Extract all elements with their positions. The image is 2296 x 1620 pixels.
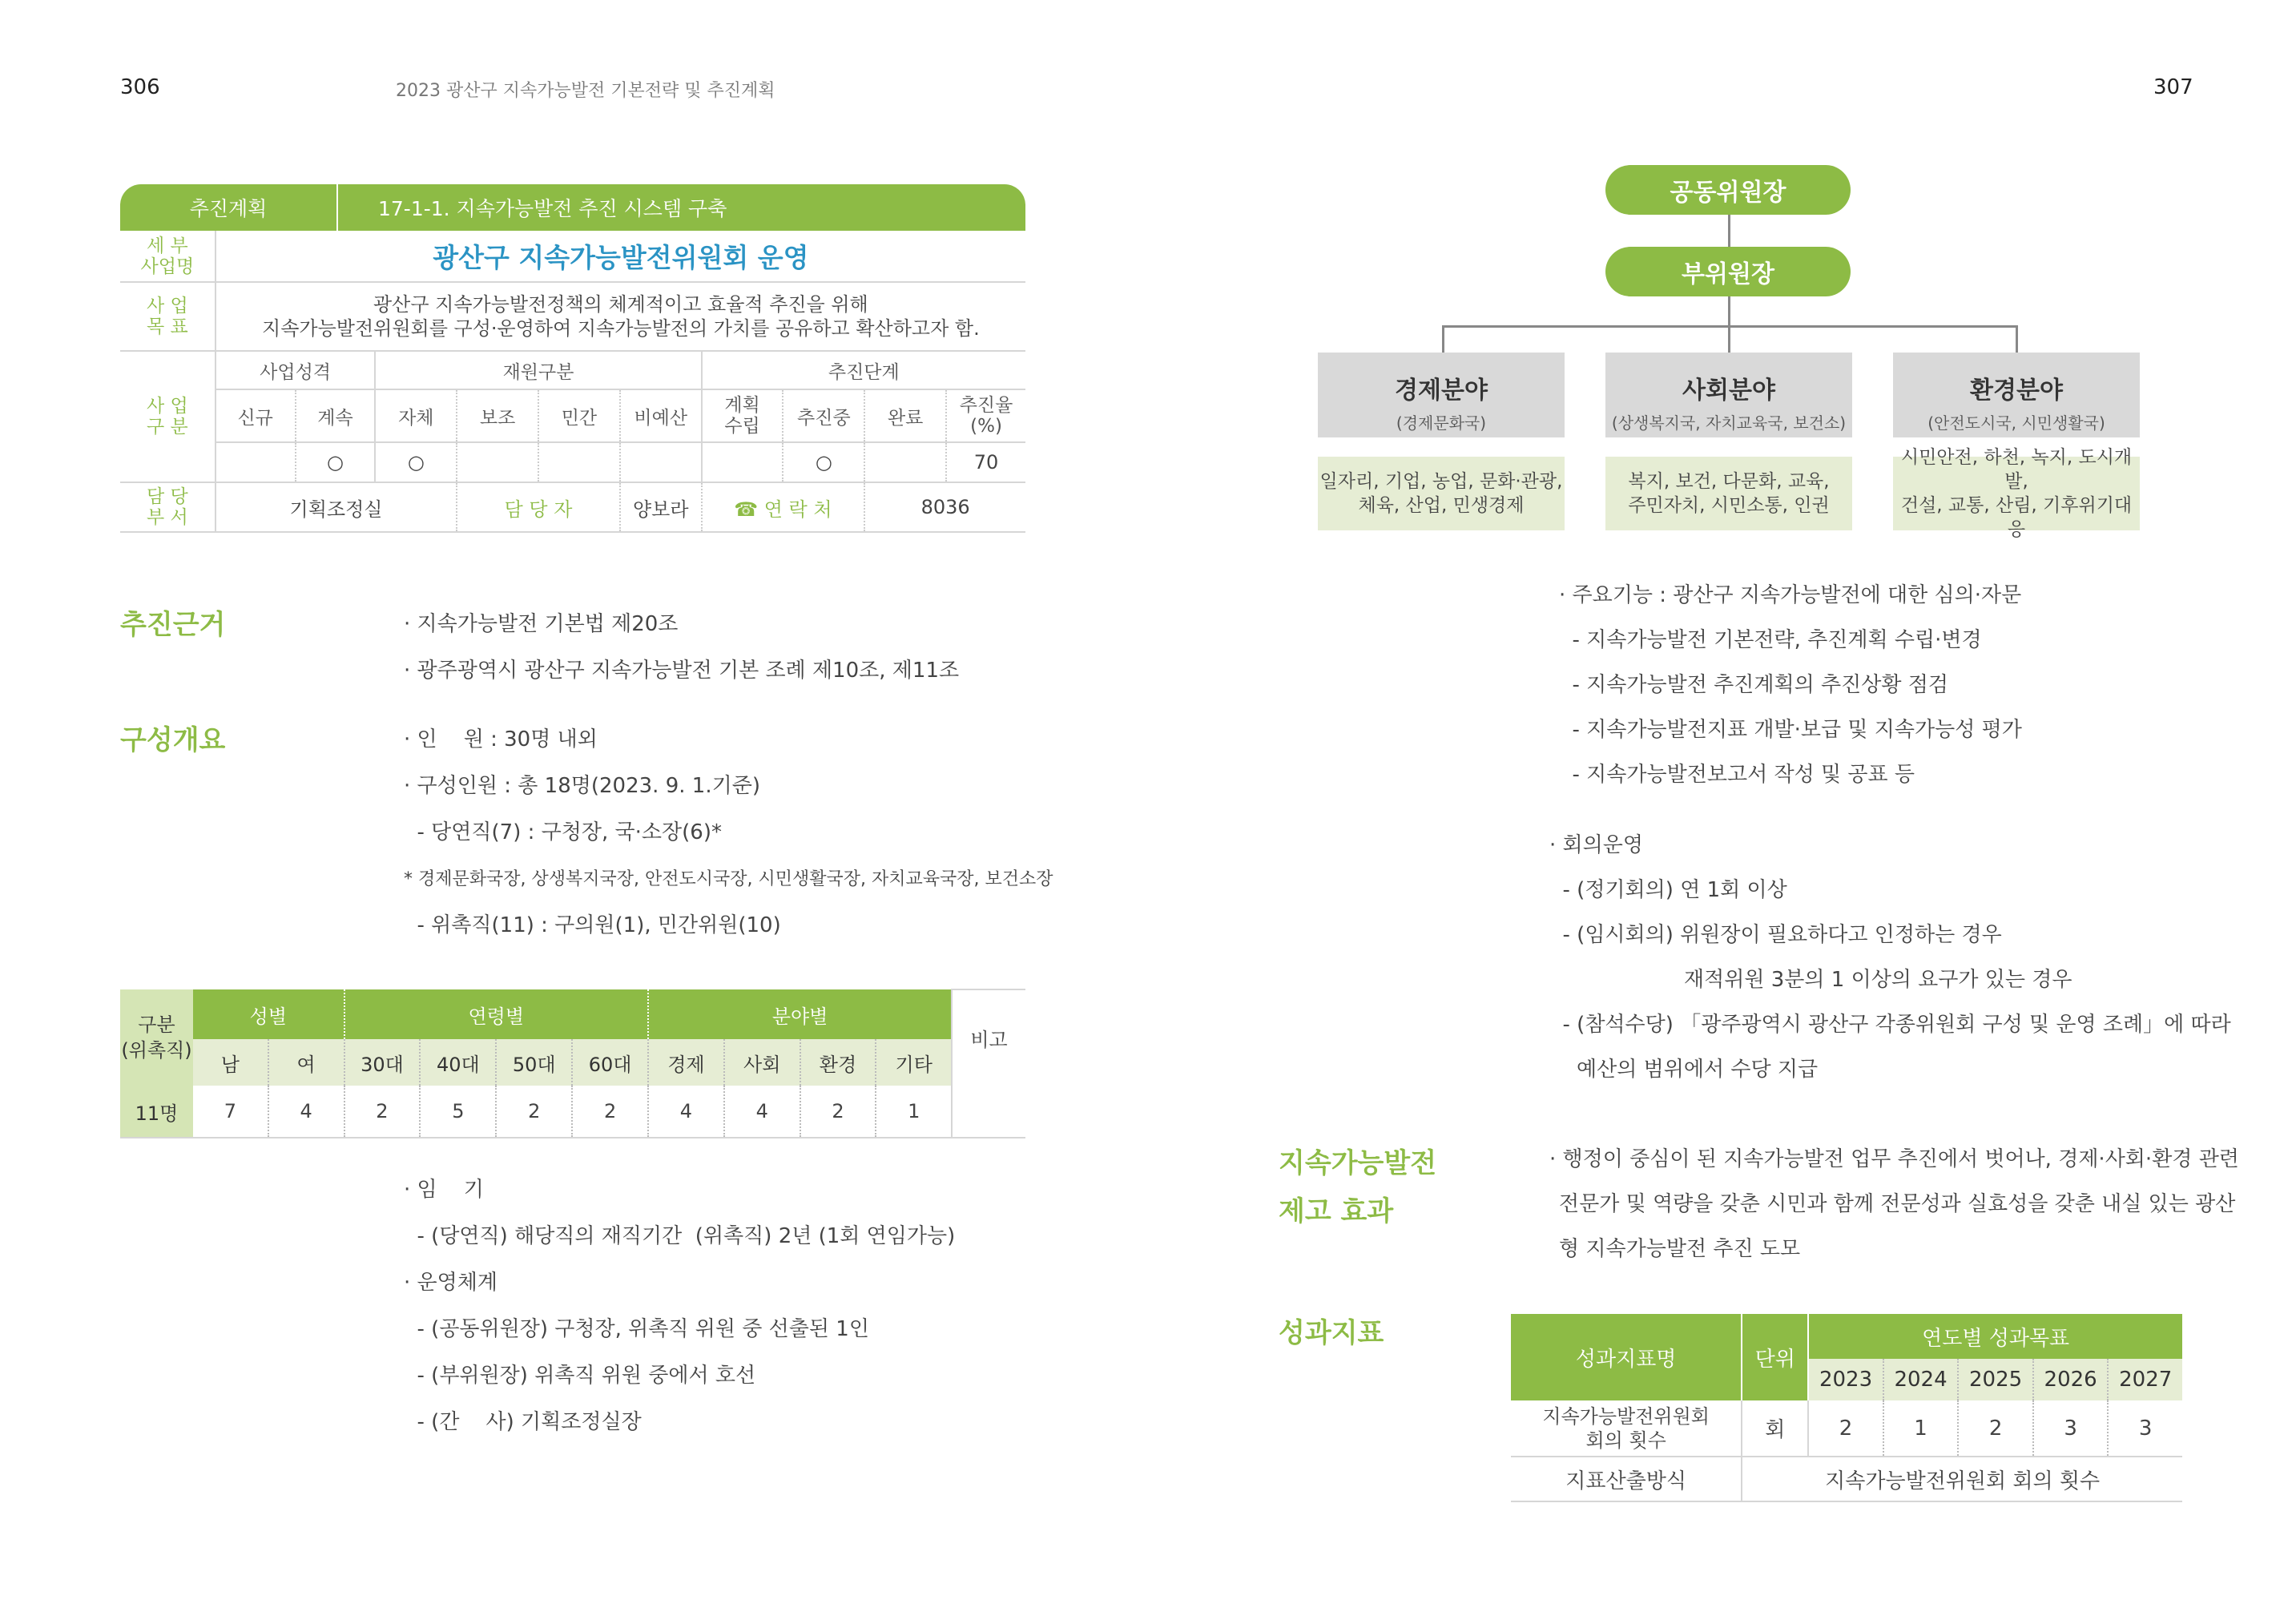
meeting-item-2: - (정기회의) 연 1회 이상 bbox=[1549, 878, 1787, 902]
effect-heading-1: 지속가능발전 bbox=[1279, 1147, 1437, 1179]
comp-col-50s: 50대 bbox=[496, 1039, 572, 1086]
basis-item-2: · 광주광역시 광산구 지속가능발전 기본 조례 제10조, 제11조 bbox=[404, 659, 960, 683]
plan-table bbox=[120, 231, 1025, 533]
org-desc-environment bbox=[1893, 447, 2140, 540]
comp-val-30s: 2 bbox=[344, 1086, 421, 1138]
mark-continue: ○ bbox=[296, 442, 376, 482]
overview-item-1: · 인 원 : 30명 내외 bbox=[404, 727, 598, 752]
contact-label: ☎ 연 락 처 bbox=[702, 482, 865, 532]
kpi-unit: 회 bbox=[1742, 1400, 1808, 1457]
org-vice-chair: 부위원장 bbox=[1605, 247, 1851, 296]
overview-heading: 구성개요 bbox=[120, 724, 226, 756]
overview-item-3: - 당연직(7) : 구청장, 국·소장(6)* bbox=[404, 820, 722, 844]
kpi-method-label: 지표산출방식 bbox=[1511, 1457, 1742, 1501]
function-item-4: - 지속가능발전지표 개발·보급 및 지속가능성 평가 bbox=[1559, 718, 2022, 742]
effect-line-2: 전문가 및 역량을 갖춘 시민과 함께 전문성과 실효성을 갖춘 내실 있는 광산 bbox=[1559, 1192, 2236, 1216]
kpi-year-2026: 2026 bbox=[2033, 1359, 2109, 1400]
class-label: 사 업 구 분 bbox=[120, 351, 216, 482]
comp-val-environment: 2 bbox=[800, 1086, 876, 1138]
mark-private bbox=[538, 442, 620, 482]
meeting-item-5: - (참석수당) 「광주광역시 광산구 각종위원회 구성 및 운영 조례」에 따라 bbox=[1549, 1013, 2231, 1037]
overview-item-2: · 구성인원 : 총 18명(2023. 9. 1.기준) bbox=[404, 774, 760, 798]
goal-line-2: 지속가능발전위원회를 구성·운영하여 지속가능발전의 가치를 공유하고 확산하고자 함. bbox=[262, 317, 980, 340]
kpi-unit-header: 단위 bbox=[1742, 1314, 1808, 1400]
org-connector-left bbox=[1442, 325, 1444, 353]
kpi-value-2023: 2 bbox=[1808, 1400, 1883, 1457]
kpi-value-2027: 3 bbox=[2108, 1400, 2182, 1457]
composition-table bbox=[120, 989, 1025, 1138]
org-connector-mid bbox=[1728, 325, 1730, 353]
col-complete: 완료 bbox=[864, 389, 946, 442]
mark-own: ○ bbox=[375, 442, 457, 482]
kpi-year-2027: 2027 bbox=[2108, 1359, 2182, 1400]
running-title: 2023 광산구 지속가능발전 기본전략 및 추진계획 bbox=[396, 81, 775, 101]
mark-progress: ○ bbox=[783, 442, 864, 482]
kpi-target-header: 연도별 성과목표 bbox=[1808, 1314, 2182, 1359]
person-value: 양보라 bbox=[620, 482, 702, 532]
org-field-economy bbox=[1318, 353, 1565, 437]
comp-val-society: 4 bbox=[724, 1086, 800, 1138]
org-desc-society-line-2: 주민자치, 시민소통, 인권 bbox=[1628, 495, 1830, 516]
mark-complete bbox=[864, 442, 946, 482]
dept-value: 기획조정실 bbox=[216, 482, 457, 532]
org-connector-2 bbox=[1728, 296, 1730, 327]
comp-remark: 비고 bbox=[952, 989, 1025, 1086]
comp-group-gender: 성별 bbox=[193, 989, 344, 1039]
function-item-3: - 지속가능발전 추진계획의 추진상황 점검 bbox=[1559, 673, 1948, 697]
org-desc-environment-line-2: 건설, 교통, 산림, 기후위기대응 bbox=[1900, 495, 2133, 540]
org-desc-society bbox=[1605, 457, 1852, 530]
comp-label: 구분 (위촉직) bbox=[120, 989, 193, 1086]
dept-label: 담 당 부 서 bbox=[120, 482, 216, 532]
goal-text bbox=[216, 282, 1025, 351]
comp-val-other: 1 bbox=[876, 1086, 952, 1138]
comp-col-female: 여 bbox=[268, 1039, 344, 1086]
term-item-2: - (당연직) 해당직의 재직기간 (위촉직) 2년 (1회 연임가능) bbox=[404, 1224, 956, 1248]
org-field-society bbox=[1605, 353, 1852, 437]
comp-col-40s: 40대 bbox=[420, 1039, 496, 1086]
comp-col-male: 남 bbox=[193, 1039, 268, 1086]
sub-project-title: 광산구 지속가능발전위원회 운영 bbox=[216, 231, 1025, 282]
comp-col-60s: 60대 bbox=[572, 1039, 648, 1086]
sub-project-label: 세 부 사업명 bbox=[120, 231, 216, 282]
person-label: 담 당 자 bbox=[457, 482, 620, 532]
basis-item-1: · 지속가능발전 기본법 제20조 bbox=[404, 612, 679, 636]
comp-col-other: 기타 bbox=[876, 1039, 952, 1086]
org-field-society-title: 사회분야 bbox=[1682, 377, 1775, 405]
col-continue: 계속 bbox=[296, 389, 376, 442]
col-own: 자체 bbox=[375, 389, 457, 442]
group-nature: 사업성격 bbox=[216, 351, 376, 389]
org-field-environment-sub: (안전도시국, 시민생활국) bbox=[1927, 413, 2105, 433]
org-desc-society-line-1: 복지, 보건, 다문화, 교육, bbox=[1628, 471, 1830, 492]
group-finance: 재원구분 bbox=[375, 351, 701, 389]
comp-val-50s: 2 bbox=[496, 1086, 572, 1138]
mark-nonbudget bbox=[620, 442, 702, 482]
org-field-economy-title: 경제분야 bbox=[1395, 377, 1488, 405]
term-item-3: · 운영체계 bbox=[404, 1271, 497, 1295]
comp-total: 11명 bbox=[120, 1086, 193, 1138]
comp-group-age: 연령별 bbox=[344, 989, 649, 1039]
comp-col-economy: 경제 bbox=[648, 1039, 724, 1086]
meeting-item-4: 재적위원 3분의 1 이상의 요구가 있는 경우 bbox=[1684, 968, 2072, 992]
kpi-year-2025: 2025 bbox=[1958, 1359, 2033, 1400]
col-subsidy: 보조 bbox=[457, 389, 538, 442]
col-private: 민간 bbox=[538, 389, 620, 442]
plan-header-bar bbox=[120, 184, 1025, 231]
function-item-2: - 지속가능발전 기본전략, 추진계획 수립·변경 bbox=[1559, 628, 1982, 652]
org-field-environment bbox=[1893, 353, 2140, 437]
right-page-number: 307 bbox=[2153, 75, 2193, 99]
kpi-heading: 성과지표 bbox=[1279, 1317, 1384, 1349]
col-rate: 추진율 (%) bbox=[946, 389, 1025, 442]
comp-val-economy: 4 bbox=[648, 1086, 724, 1138]
kpi-name-header: 성과지표명 bbox=[1511, 1314, 1742, 1400]
effect-heading-2: 제고 효과 bbox=[1279, 1195, 1394, 1227]
kpi-value-2024: 1 bbox=[1883, 1400, 1959, 1457]
effect-line-1: · 행정이 중심이 된 지속가능발전 업무 추진에서 벗어나, 경제·사회·환경 관련 bbox=[1549, 1147, 2239, 1171]
term-item-4: - (공동위원장) 구청장, 위촉직 위원 중 선출된 1인 bbox=[404, 1317, 869, 1341]
mark-plan bbox=[702, 442, 783, 482]
comp-col-environment: 환경 bbox=[800, 1039, 876, 1086]
kpi-value-2025: 2 bbox=[1958, 1400, 2033, 1457]
mark-subsidy bbox=[457, 442, 538, 482]
kpi-year-2024: 2024 bbox=[1883, 1359, 1959, 1400]
meeting-item-6: 예산의 범위에서 수당 지급 bbox=[1577, 1058, 1819, 1082]
mark-rate: 70 bbox=[946, 442, 1025, 482]
overview-item-4: - 위촉직(11) : 구의원(1), 민간위원(10) bbox=[404, 913, 781, 937]
meeting-item-3: - (임시회의) 위원장이 필요하다고 인정하는 경우 bbox=[1549, 923, 2002, 947]
kpi-table bbox=[1511, 1314, 2182, 1502]
effect-line-3: 형 지속가능발전 추진 도모 bbox=[1559, 1237, 1801, 1261]
org-field-economy-sub: (경제문화국) bbox=[1396, 413, 1487, 433]
term-item-5: - (부위원장) 위촉직 위원 중에서 호선 bbox=[404, 1364, 756, 1388]
function-item-1: · 주요기능 : 광산구 지속가능발전에 대한 심의·자문 bbox=[1559, 583, 2022, 607]
org-connector-right bbox=[2016, 325, 2018, 353]
contact-value: 8036 bbox=[864, 482, 1025, 532]
comp-val-40s: 5 bbox=[420, 1086, 496, 1138]
org-desc-economy-line-2: 체육, 산업, 민생경제 bbox=[1358, 495, 1525, 516]
org-desc-economy bbox=[1318, 457, 1565, 530]
org-chair: 공동위원장 bbox=[1605, 165, 1851, 215]
org-connector-1 bbox=[1728, 215, 1730, 247]
comp-val-male: 7 bbox=[193, 1086, 268, 1138]
overview-note: * 경제문화국장, 상생복지국장, 안전도시국장, 시민생활국장, 자치교육국장, 보건소장 bbox=[404, 869, 1053, 889]
left-page-number: 306 bbox=[120, 75, 160, 99]
goal-line-1: 광산구 지속가능발전정책의 체계적이고 효율적 추진을 위해 bbox=[373, 293, 868, 316]
org-desc-economy-line-1: 일자리, 기업, 농업, 문화·관광, bbox=[1319, 471, 1563, 492]
col-plan: 계획 수립 bbox=[702, 389, 783, 442]
col-new: 신규 bbox=[216, 389, 296, 442]
kpi-method: 지속가능발전위원회 회의 횟수 bbox=[1742, 1457, 2182, 1501]
goal-label: 사 업 목 표 bbox=[120, 282, 216, 351]
group-stage: 추진단계 bbox=[702, 351, 1025, 389]
comp-val-60s: 2 bbox=[572, 1086, 648, 1138]
comp-val-female: 4 bbox=[268, 1086, 344, 1138]
col-nonbudget: 비예산 bbox=[620, 389, 702, 442]
kpi-value-2026: 3 bbox=[2033, 1400, 2109, 1457]
meeting-item-1: · 회의운영 bbox=[1549, 833, 1643, 857]
comp-group-field: 분야별 bbox=[648, 989, 952, 1039]
term-item-1: · 임 기 bbox=[404, 1178, 484, 1202]
basis-heading: 추진근거 bbox=[120, 609, 226, 641]
term-item-6: - (간 사) 기획조정실장 bbox=[404, 1410, 642, 1434]
org-field-environment-title: 환경분야 bbox=[1970, 377, 2063, 405]
function-item-5: - 지속가능발전보고서 작성 및 공표 등 bbox=[1559, 763, 1915, 787]
comp-col-30s: 30대 bbox=[344, 1039, 421, 1086]
org-desc-environment-line-1: 시민안전, 하천, 녹지, 도시개발, bbox=[1900, 447, 2133, 492]
org-field-society-sub: (상생복지국, 자치교육국, 보건소) bbox=[1611, 413, 1847, 433]
col-progress: 추진중 bbox=[783, 389, 864, 442]
kpi-indicator: 지속가능발전위원회 회의 횟수 bbox=[1511, 1400, 1742, 1457]
kpi-year-2023: 2023 bbox=[1808, 1359, 1883, 1400]
comp-val-remark bbox=[952, 1086, 1025, 1138]
plan-header-label: 추진계획 bbox=[120, 184, 338, 231]
comp-col-society: 사회 bbox=[724, 1039, 800, 1086]
mark-new bbox=[216, 442, 296, 482]
plan-header-title: 17-1-1. 지속가능발전 추진 시스템 구축 bbox=[378, 197, 727, 220]
